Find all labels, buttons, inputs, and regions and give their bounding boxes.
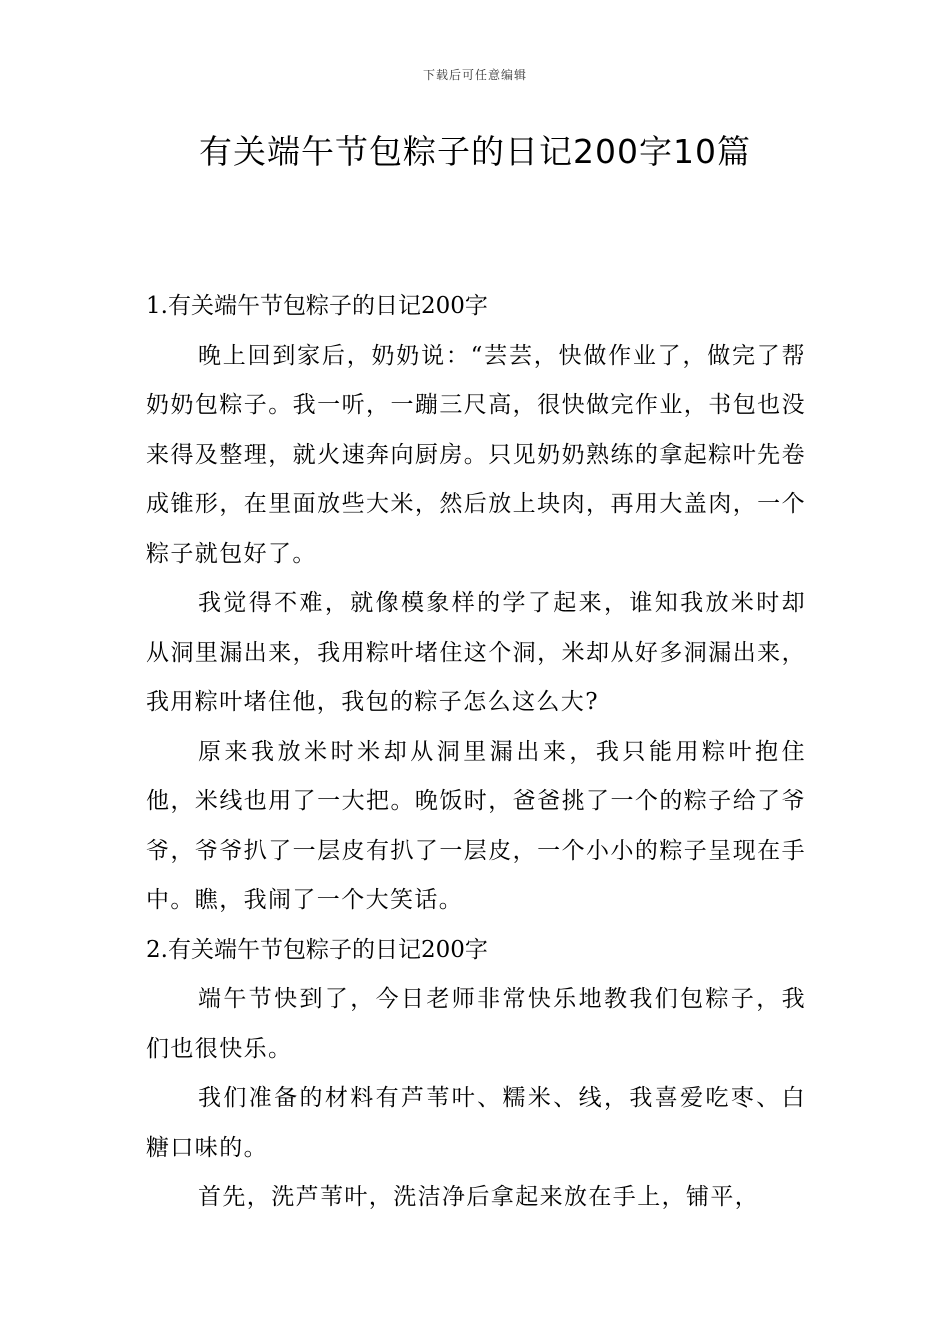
document-body xyxy=(146,282,806,1223)
section-1 xyxy=(146,282,806,926)
header-note: 下载后可任意编辑 xyxy=(422,68,527,82)
paragraph: 我觉得不难，就像模象样的学了起来，谁知我放米时却从洞里漏出来，我用粽叶堵住这个洞，米却从好多洞漏出来，我用粽叶堵住他，我包的粽子怎么这么大? xyxy=(146,590,806,715)
paragraph: 首先，洗芦苇叶，洗洁净后拿起来放在手上，铺平， xyxy=(198,1184,760,1210)
paragraph: 晚上回到家后，奶奶说：“芸芸，快做作业了，做完了帮奶奶包粽子。我一听，一蹦三尺高，很快做完作业，书包也没来得及整理，就火速奔向厨房。只见奶奶熟练的拿起粽叶先卷成锥形，在里面放些大米，然后放上块肉，再用大盖肉，一个粽子就包好了。 xyxy=(146,342,806,567)
section-heading: 1.有关端午节包粽子的日记200字 xyxy=(146,293,488,319)
section-2 xyxy=(146,926,806,1223)
section-heading: 2.有关端午节包粽子的日记200字 xyxy=(146,936,488,963)
document-title: 有关端午节包粽子的日记200字10篇 xyxy=(199,132,751,171)
paragraph: 原来我放米时米却从洞里漏出来，我只能用粽叶抱住他，米线也用了一大把。晚饭时，爸爸挑了一个的粽子给了爷爷，爷爷扒了一层皮有扒了一层皮，一个小小的粽子呈现在手中。瞧，我闹了一个大笑话。 xyxy=(146,738,806,913)
paragraph: 端午节快到了，今日老师非常快乐地教我们包粽子，我们也很快乐。 xyxy=(146,986,806,1062)
paragraph: 我们准备的材料有芦苇叶、糯米、线，我喜爱吃枣、白糖口味的。 xyxy=(146,1085,806,1161)
